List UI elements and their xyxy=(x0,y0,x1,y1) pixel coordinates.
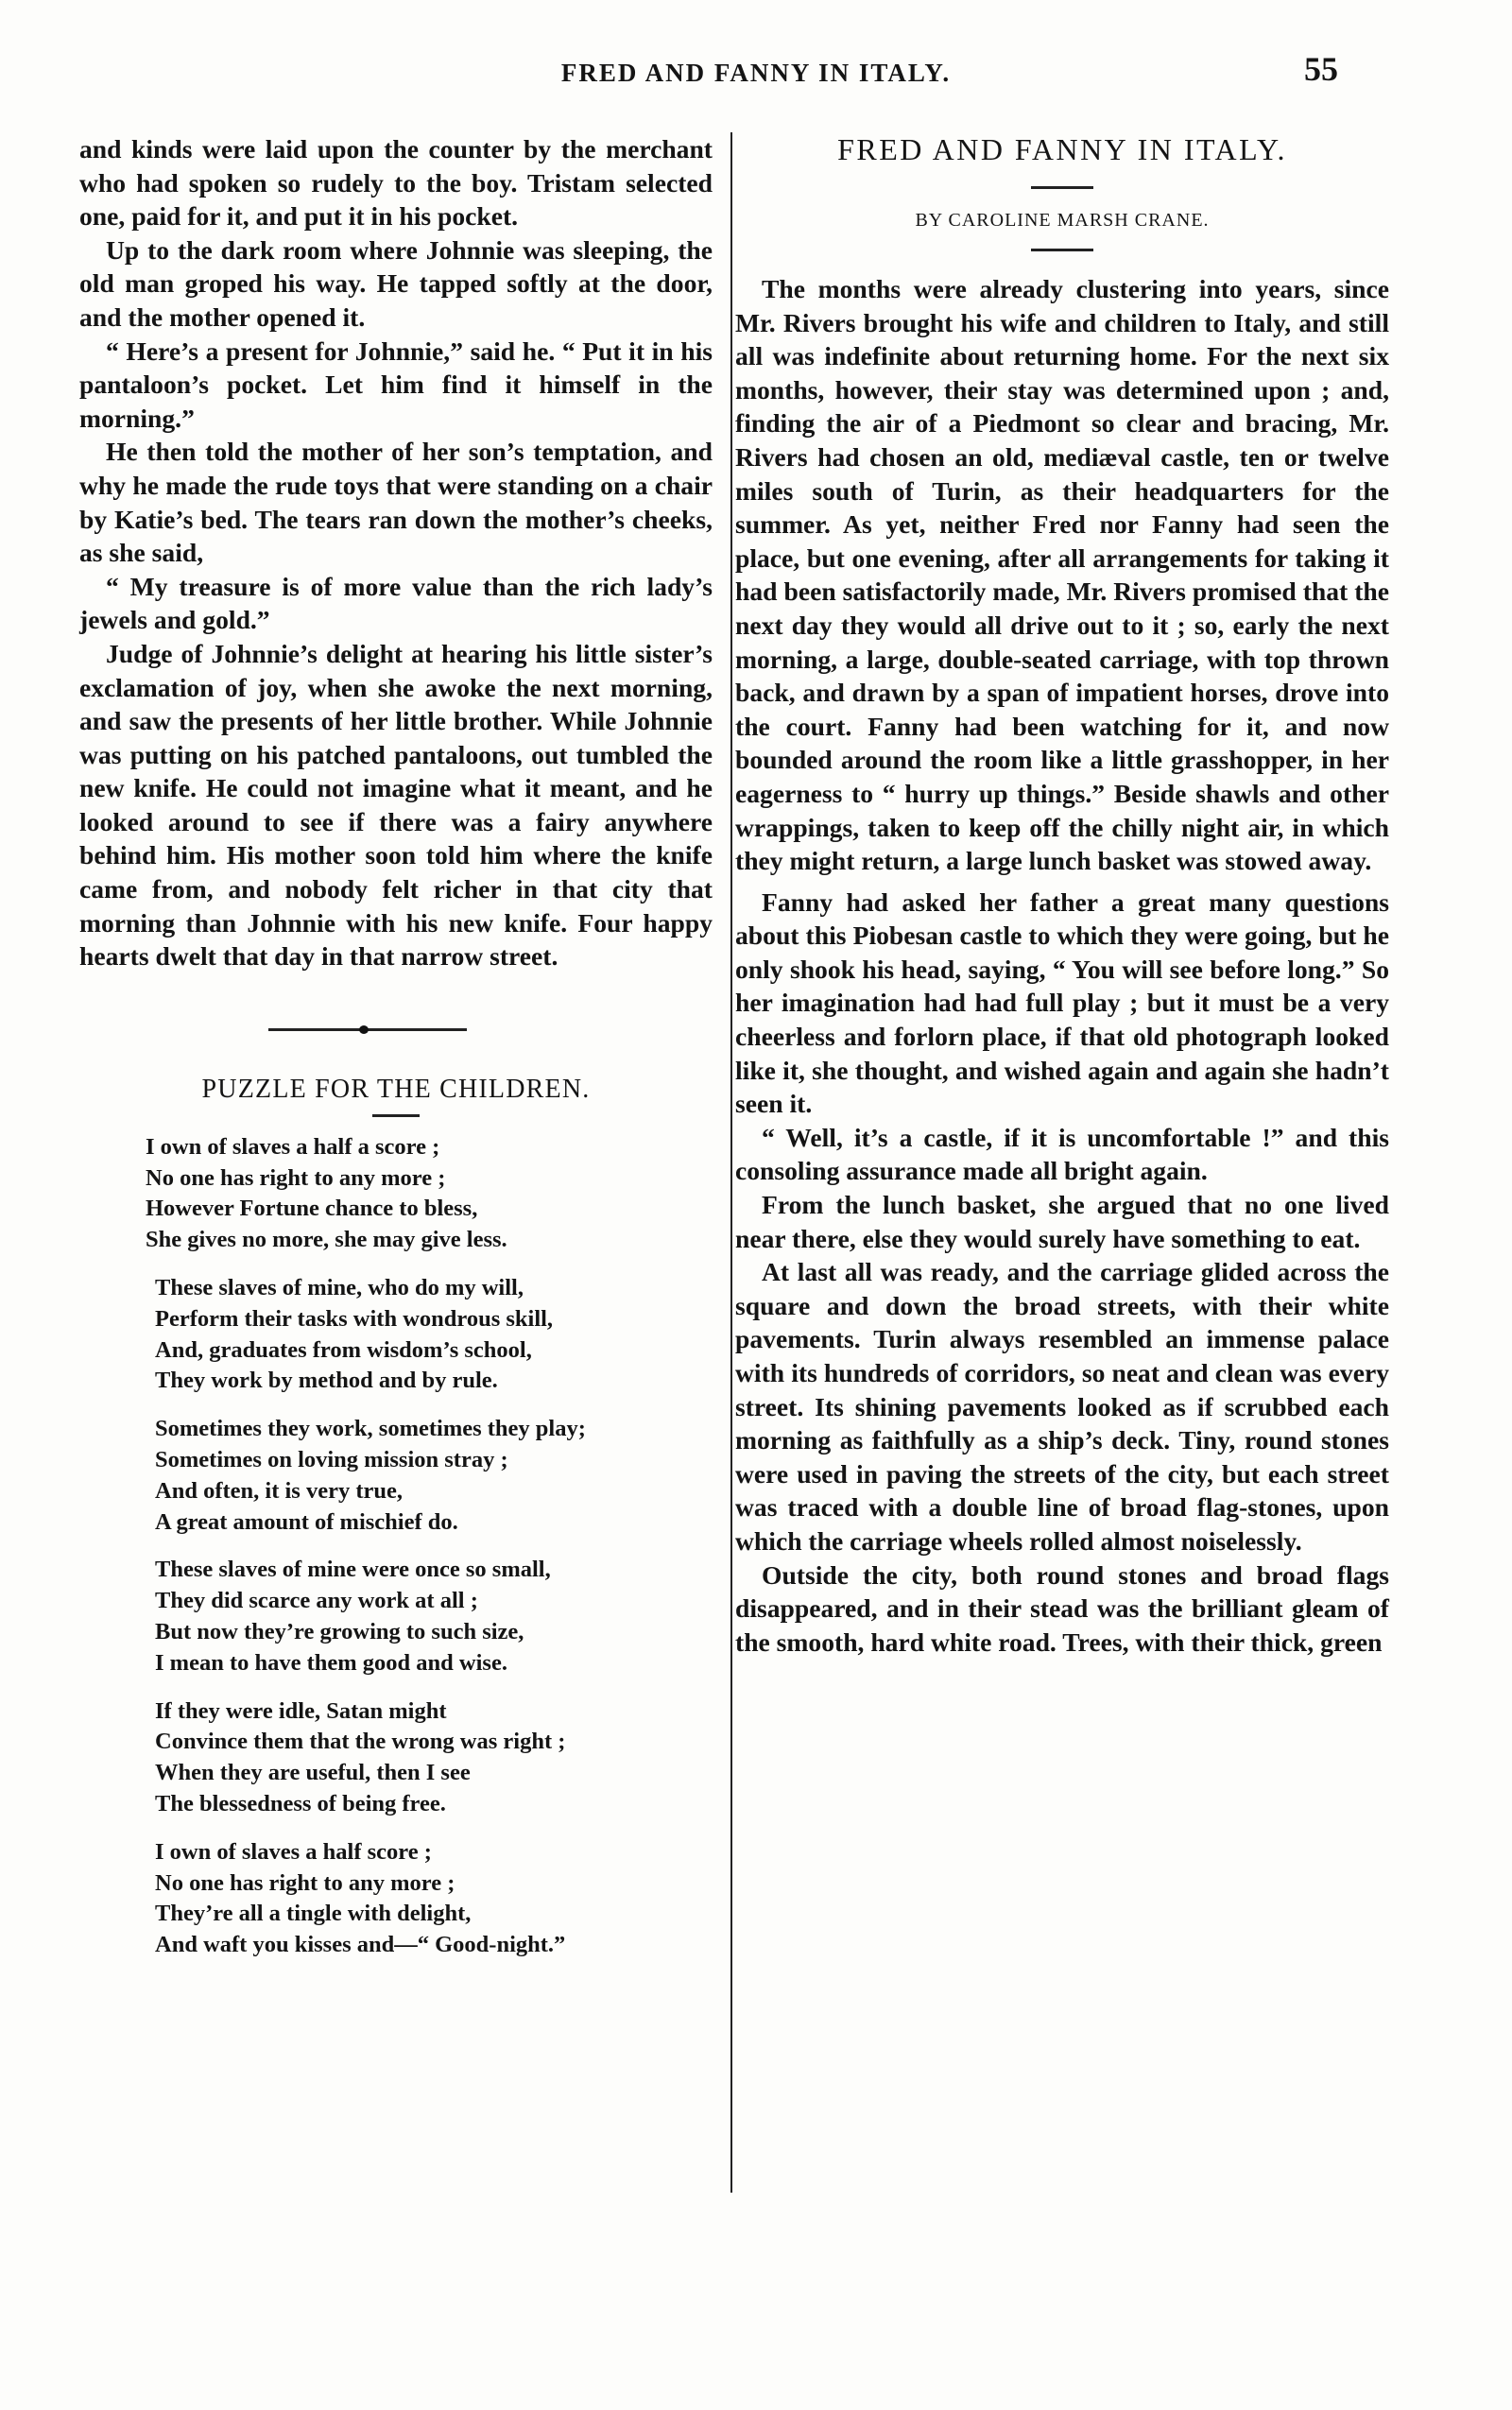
story-paragraph: Up to the dark room where Johnnie was sleeping, the old man groped his way. He tapped softly at the door, and the mother opened it. xyxy=(79,234,713,332)
poem-line: No one has right to any more ; xyxy=(155,1869,455,1896)
poem-line: When they are useful, then I see xyxy=(155,1760,471,1786)
story-paragraph: “ Here’s a present for Johnnie,” said he. “ Put it in his pantaloon’s pocket. Let him find it himself in the morning.” xyxy=(79,336,713,433)
poem-stanza xyxy=(146,1696,713,1820)
puzzle-title: PUZZLE FOR THE CHILDREN. xyxy=(201,1074,591,1104)
column-divider xyxy=(730,132,732,2193)
poem-line: I own of slaves a half score ; xyxy=(155,1838,432,1865)
poem-stanza xyxy=(146,1555,713,1678)
left-column xyxy=(79,132,713,1978)
story-paragraph: “ Well, it’s a castle, if it is uncomfortable !” and this consoling assurance made all bright again. xyxy=(735,1122,1389,1186)
paragraph-gap xyxy=(735,878,1389,886)
separator-dot xyxy=(359,1025,369,1034)
poem-line: Sometimes they work, sometimes they play; xyxy=(155,1416,586,1442)
poem-line: The blessedness of being free. xyxy=(155,1790,446,1816)
poem-line: Convince them that the wrong was right ; xyxy=(155,1729,566,1755)
poem-line: I mean to have them good and wise. xyxy=(155,1649,507,1676)
story-paragraph: Judge of Johnnie’s delight at hearing his little sister’s exclamation of joy, when she awoke the next morning, and saw the presents of her little brother. While Johnnie was putting on his patched pantaloons, out tumbled the new knife. He could not imagine what it meant, and he looked around to see if there was a fairy anywhere behind him. His mother soon told him where the knife came from, and nobody felt richer in that city that morning than Johnnie with his new knife. Four happy hearts dwelt that day in that narrow street. xyxy=(79,638,713,972)
story-paragraph: The months were already clustering into years, since Mr. Rivers brought his wife and children to Italy, and still all was indefinite about returning home. For the next six months, however, their stay was determined upon ; and, finding the air of a Piedmont so clear and bracing, Mr. Rivers had chosen an old, mediæval castle, ten or twelve miles south of Turin, as their headquarters for the summer. As yet, neither Fred nor Fanny had seen the place, but one evening, after all arrangements for taking it had been satisfactorily made, Mr. Rivers promised that the next day they would all drive out to it ; so, early the next morning, a large, double-seated carriage, with top thrown back, and drawn by a span of impatient horses, drove into the court. Fanny had been watching for it, and now bounded around the room like a little grasshopper, in her eagerness to “ hurry up things.” Beside shawls and other wrappings, taken to keep off the chilly night air, in which they might return, a large lunch basket was stowed away. xyxy=(735,274,1389,876)
story-body xyxy=(735,272,1389,1659)
running-title: FRED AND FANNY IN ITALY. xyxy=(560,59,952,87)
poem-line: These slaves of mine were once so small, xyxy=(155,1557,551,1583)
page-number: 55 xyxy=(1304,50,1338,88)
poem-stanza xyxy=(146,1414,713,1538)
story-paragraph: “ My treasure is of more value than the rich lady’s jewels and gold.” xyxy=(79,571,713,635)
poem-line: And waft you kisses and—“ Good-night.” xyxy=(155,1932,566,1958)
poem-line: They did scarce any work at all ; xyxy=(155,1588,478,1614)
poem-line: However Fortune chance to bless, xyxy=(146,1196,478,1222)
puzzle-poem xyxy=(79,1132,713,1961)
story-paragraph: Fanny had asked her father a great many questions about this Piobesan castle to which they were going, but he only shook his head, saying, “ You will see before long.” So her imagination had had full play ; but it must be a very cheerless and forlorn place, if that old photograph looked like it, she thought, and wished again and again she hadn’t seen it. xyxy=(735,887,1389,1119)
story-paragraph: At last all was ready, and the carriage glided across the square and down the broad streets, with their white pavements. Turin always resembled an immense palace with its hundreds of corridors, so neat and clean was every street. Its shining pavements looked as if scrubbed each morning as faithfully as a ship’s deck. Tiny, round stones were used in paving the streets of the city, but each street was traced with a double line of broad flag-stones, upon which the carriage wheels rolled almost noiselessly. xyxy=(735,1257,1389,1556)
byline-rule xyxy=(1031,249,1093,251)
poem-line: She gives no more, she may give less. xyxy=(146,1227,507,1253)
poem-line: They work by method and by rule. xyxy=(155,1368,498,1394)
poem-line: A great amount of mischief do. xyxy=(155,1508,458,1535)
poem-stanza xyxy=(146,1837,713,1961)
poem-stanza xyxy=(146,1273,713,1397)
poem-line: They’re all a tingle with delight, xyxy=(155,1901,472,1927)
story-paragraph: From the lunch basket, she argued that no one lived near there, else they would surely have something to eat. xyxy=(735,1190,1389,1253)
poem-line: Perform their tasks with wondrous skill, xyxy=(155,1305,554,1332)
poem-line: And often, it is very true, xyxy=(155,1477,403,1504)
story-paragraph: He then told the mother of her son’s temptation, and why he made the rude toys that were standing on a chair by Katie’s bed. The tears ran down the mother’s cheeks, as she said, xyxy=(79,437,713,568)
poem-line: If they were idle, Satan might xyxy=(155,1697,447,1724)
poem-line: I own of slaves a half a score ; xyxy=(146,1133,440,1160)
poem-stanza xyxy=(146,1132,713,1256)
section-separator xyxy=(268,1028,467,1031)
poem-line: No one has right to any more ; xyxy=(146,1164,446,1191)
poem-line: But now they’re growing to such size, xyxy=(155,1619,524,1644)
story-paragraph: Outside the city, both round stones and broad flags disappeared, and in their stead was the brilliant gleam of the smooth, hard white road. Trees, with their thick, green xyxy=(735,1559,1389,1657)
poem-line: Sometimes on loving mission stray ; xyxy=(155,1447,508,1473)
story-paragraph: and kinds were laid upon the counter by the merchant who had spoken so rudely to the boy. Tristam selected one, paid for it, and put it in his pocket. xyxy=(79,134,713,232)
title-rule xyxy=(1031,186,1093,189)
story-title: FRED AND FANNY IN ITALY. xyxy=(837,132,1287,166)
poem-line: These slaves of mine, who do my will, xyxy=(155,1275,524,1301)
poem-line: And, graduates from wisdom’s school, xyxy=(155,1336,532,1363)
title-rule xyxy=(372,1114,420,1117)
right-column xyxy=(735,132,1389,1659)
byline: BY CAROLINE MARSH CRANE. xyxy=(915,210,1210,231)
